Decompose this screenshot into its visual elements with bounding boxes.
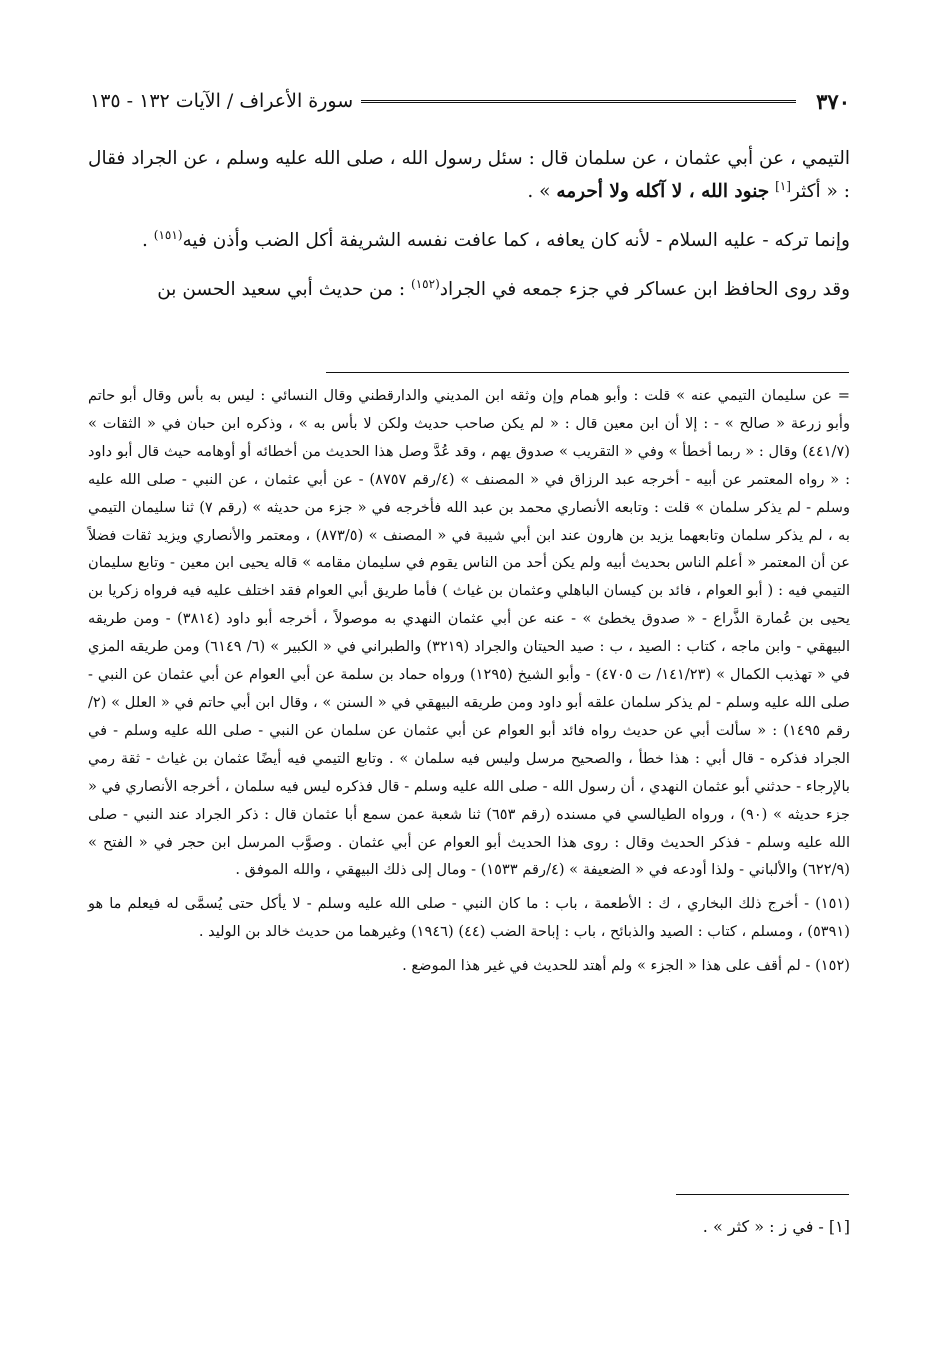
- para2-end: .: [142, 230, 154, 251]
- variant-note: [88, 1212, 850, 1242]
- page-header: [90, 84, 850, 118]
- main-paragraph-1: [88, 142, 850, 208]
- main-paragraph-2: [88, 224, 850, 257]
- footnote-continued: = عن سليمان التيمي عنه » قلت : وأبو همام وإن وثقه ابن المديني والدارقطني وقال النسائي : ليس به بأس وقال أبو حاتم وأبو زرعة « صالح » - : إلا أن ابن معين قال : « لم يكن صاحب حديث ولكن لا بأس به » ، وذكره ابن حبان في « الثقات » (٤٤١/٧) وقال : « ربما أخطأ » وفي « التقريب » صدوق يهم ، وقد عُدَّ وصل هذا الحديث من أخطائه أو أوهامه حيث قال أبو داود : « رواه المعتمر عن أبيه - أخرجه عبد الرزاق في « المصنف » (٤/رقم ٨٧٥٧) - عن أبي عثمان ، عن النبي - صلى الله عليه وسلم - لم يذكر سلمان » قلت : وتابعه الأنصاري محمد بن عبد الله فأخرجه في « جزء من حديثه » (رقم ٧) ثنا سليمان التيمي به ، لم يذكر سلمان وتابعهما يزيد بن هارون عند ابن أبي شيبة في « المصنف » (٨٧٣/٥) ، ومعتمر والأنصاري ويزيد ثقات فضلاً عن أن المعتمر « أعلم الناس بحديث أبيه ولم يكن أحد من الناس يقوم في سليمان مقامه » قاله يحيى ابن معين - وتابع سليمان التيمي فيه : ( أبو العوام ، فائد بن كيسان الباهلي وعثمان بن غياث ) فأما طريق أبي العوام فقد اختلف عليه فيه فرواه زكريا بن يحيى بن عُمارة الذَّراع - « صدوق يخطئ » - عنه عن أبي عثمان النهدي به موصولاً ، أخرجه أبو داود (٣٨١٤) - ومن طريقه البيهقي - وابن ماجه ، كتاب : الصيد ، ب : صيد الحيتان والجراد (٣٢١٩) والطبراني في « الكبير » (٦/ ٦١٤٩) ومن طريقه المزي في « تهذيب الكمال » (١٤١/٢٣/ ت ٤٧٠٥) - وأبو الشيخ (١٢٩٥) ورواه حماد بن سلمة عن أبي العوام عن أبي عثمان عن النبي - صلى الله عليه وسلم - لم يذكر سلمان علقه أبو داود ومن طريقه البيهقي في « السنن » ، وقال ابن أبي حاتم في « العلل » (٢/رقم ١٤٩٥) : « سألت أبي عن حديث رواه فائد أبو العوام عن أبي عثمان عن سلمان عن النبي - صلى الله عليه وسلم - في الجراد فذكره - قال أبي : هذا خطأ ، والصحيح مرسل وليس فيه سلمان » . وتابع التيمي فيه أيضًا عثمان بن غياث - ثقة رمي بالإرجاء - حدثني أبو عثمان النهدي ، أن رسول الله - صلى الله عليه وسلم - قال فذكره ليس فيه سلمان ، أخرجه الأنصاري في « جزء حديثه » (٩٠) ، ورواه الطيالسي في مسنده (رقم ٦٥٣) ثنا شعبة عمن سمع أبا عثمان قال : ذكر الجراد عند النبي - صلى الله عليه وسلم - فذكر الحديث وقال : روى هذا الحديث أبو العوام عن أبي عثمان . وصوَّب المرسل ابن حجر في « الفتح » (٦٢٢/٩) والألباني - ولذا أودعه في « الضعيفة » (٤/رقم ١٥٣٣) - ومال إلى ذلك البيهقي ، والله الموفق .: [88, 387, 851, 879]
- para3-text: وقد روى الحافظ ابن عساكر في جزء جمعه في الجراد: [439, 279, 850, 300]
- main-text: [88, 142, 850, 322]
- para2-text: وإنما تركه - عليه السلام - لأنه كان يعافه ، كما عافت نفسه الشريفة أكل الضب وأذن فيه: [182, 230, 850, 251]
- para1-text: التيمي ، عن أبي عثمان ، عن سلمان قال : سئل رسول الله ، صلى الله عليه وسلم ، عن الجراد فقال : « أكثر: [88, 148, 850, 202]
- footnote-reference-151: (١٥١): [153, 227, 183, 242]
- variant-separator: [676, 1194, 849, 1195]
- para3-end: : من حديث أبي سعيد الحسن بن: [157, 279, 412, 300]
- footnotes: [88, 382, 850, 980]
- footnote-separator: [326, 372, 849, 373]
- running-title: سورة الأعراف / الآيات ١٣٢ - ١٣٥: [90, 90, 354, 112]
- page-number: ٣٧٠: [816, 88, 850, 114]
- main-paragraph-3: [88, 273, 850, 306]
- para1-end: » .: [527, 181, 557, 202]
- hadith-quote: جنود الله ، لا آكله ولا أحرمه: [556, 181, 770, 202]
- footnote-151: (١٥١) - أخرج ذلك البخاري ، ك : الأطعمة ، باب : ما كان النبي - صلى الله عليه وسلم - لا يأكل حتى يُسمَّى له فيعلم ما هو (٥٣٩١) ، ومسلم ، كتاب : الصيد والذبائح ، باب : إباحة الضب (٤٤) (١٩٤٦) وغيرهما من حديث خالد بن الوليد .: [88, 895, 850, 941]
- header-rule: [361, 100, 796, 103]
- variant-note-text: [١] - في ز : « كثر » .: [702, 1217, 850, 1236]
- footnote-reference-152: (١٥٢): [411, 276, 440, 291]
- variant-reference: [١]: [775, 178, 791, 193]
- footnote-152: (١٥٢) - لم أقف على هذا « الجزء » ولم أهتد للحديث في غير هذا الموضع .: [402, 957, 850, 975]
